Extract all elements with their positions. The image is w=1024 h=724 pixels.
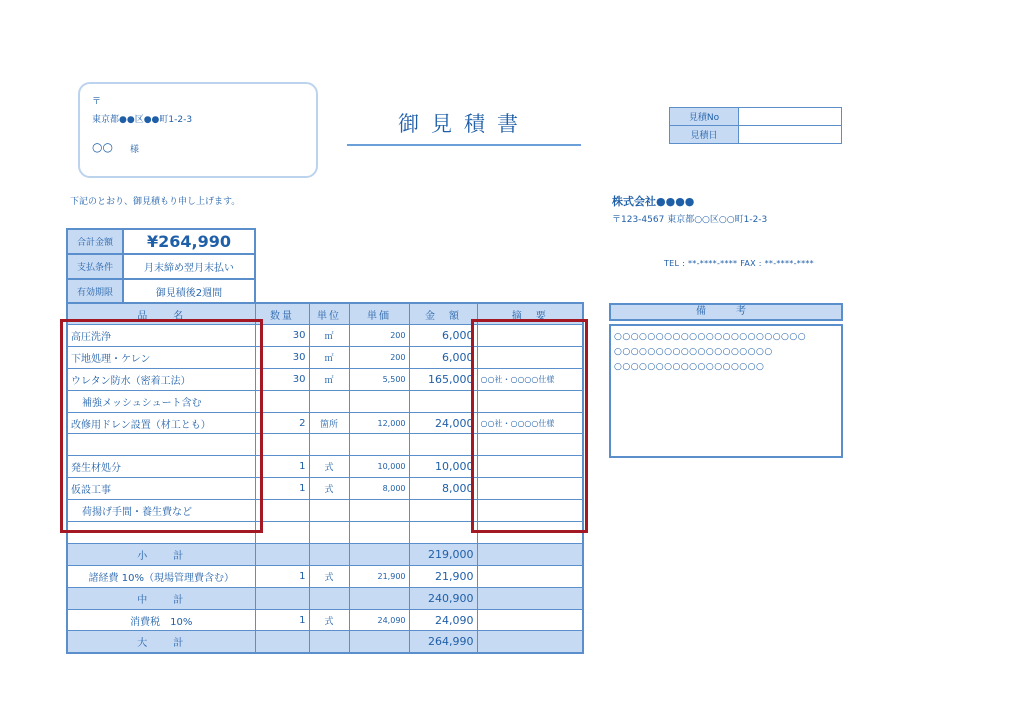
item-qty xyxy=(255,434,309,456)
item-qty xyxy=(255,522,309,544)
grandtotal-qty xyxy=(255,631,309,653)
item-unit: ㎡ xyxy=(309,325,349,347)
item-qty: 30 xyxy=(255,325,309,347)
midtotal-note xyxy=(477,587,583,609)
item-qty: 1 xyxy=(255,478,309,500)
item-note: ○○社・○○○○仕様 xyxy=(477,412,583,434)
subtotal-qty xyxy=(255,543,309,565)
summary-table xyxy=(66,228,256,305)
remarks-line: ○○○○○○○○○○○○○○○○○○○ xyxy=(614,347,773,357)
item-amount xyxy=(409,390,477,412)
item-name: ウレタン防水（密着工法） xyxy=(67,368,255,390)
item-price: 200 xyxy=(349,346,409,368)
overhead-qty: 1 xyxy=(255,565,309,587)
item-price: 200 xyxy=(349,325,409,347)
item-name: 補強メッシュシュート含む xyxy=(67,390,255,412)
intro-text: 下記のとおり、御見積もり申し上げます。 xyxy=(70,197,241,207)
subtotal-amount: 219,000 xyxy=(409,543,477,565)
subtotal-note xyxy=(477,543,583,565)
header-quantity: 数量 xyxy=(255,303,309,325)
item-qty: 2 xyxy=(255,412,309,434)
recipient-box xyxy=(78,82,318,178)
payment-terms-label: 支払条件 xyxy=(67,254,123,279)
item-amount xyxy=(409,434,477,456)
item-price xyxy=(349,434,409,456)
header-summary: 摘 要 xyxy=(477,303,583,325)
tax-row xyxy=(67,609,583,631)
item-unit xyxy=(309,434,349,456)
midtotal-label: 中 計 xyxy=(67,587,255,609)
item-unit: 式 xyxy=(309,478,349,500)
item-amount: 6,000 xyxy=(409,346,477,368)
item-amount xyxy=(409,522,477,544)
header-unit-price: 単価 xyxy=(349,303,409,325)
validity-value: 御見積後2週間 xyxy=(123,279,255,304)
estimate-date-value xyxy=(739,126,842,144)
item-unit: 式 xyxy=(309,456,349,478)
item-qty: 30 xyxy=(255,346,309,368)
item-price: 12,000 xyxy=(349,412,409,434)
estimate-date-label: 見積日 xyxy=(670,126,739,144)
item-unit xyxy=(309,500,349,522)
tax-amount: 24,090 xyxy=(409,609,477,631)
item-name: 荷揚げ手間・養生費など xyxy=(67,500,255,522)
overhead-label: 諸経費 10%（現場管理費含む） xyxy=(67,565,255,587)
payment-terms-value: 月末締め翌月末払い xyxy=(123,254,255,279)
grandtotal-row xyxy=(67,631,583,653)
recipient-honorific: 様 xyxy=(130,145,140,155)
header-item-name: 品 名 xyxy=(67,303,255,325)
midtotal-amount: 240,900 xyxy=(409,587,477,609)
item-price xyxy=(349,522,409,544)
grandtotal-unit xyxy=(309,631,349,653)
item-unit: ㎡ xyxy=(309,346,349,368)
recipient-address: 東京都●●区●●町1-2-3 xyxy=(92,115,193,125)
item-price xyxy=(349,390,409,412)
subtotal-label: 小 計 xyxy=(67,543,255,565)
header-unit: 単位 xyxy=(309,303,349,325)
remarks-line: ○○○○○○○○○○○○○○○○○○○○○○○ xyxy=(614,332,807,342)
total-value: ¥264,990 xyxy=(123,229,255,254)
grandtotal-note xyxy=(477,631,583,653)
item-price: 8,000 xyxy=(349,478,409,500)
estimate-no-value xyxy=(739,108,842,126)
item-price: 10,000 xyxy=(349,456,409,478)
highlight-box-item-names xyxy=(60,319,263,533)
remarks-line: ○○○○○○○○○○○○○○○○○○ xyxy=(614,362,765,372)
grandtotal-label: 大 計 xyxy=(67,631,255,653)
item-qty: 1 xyxy=(255,456,309,478)
item-amount xyxy=(409,500,477,522)
item-unit xyxy=(309,390,349,412)
midtotal-qty xyxy=(255,587,309,609)
total-label: 合計金額 xyxy=(67,229,123,254)
item-price: 5,500 xyxy=(349,368,409,390)
item-name: 発生材処分 xyxy=(67,456,255,478)
item-amount: 6,000 xyxy=(409,325,477,347)
subtotal-unit xyxy=(309,543,349,565)
item-amount: 24,000 xyxy=(409,412,477,434)
overhead-amount: 21,900 xyxy=(409,565,477,587)
tax-unit: 式 xyxy=(309,609,349,631)
recipient-name: ○○ xyxy=(92,140,113,154)
midtotal-unit xyxy=(309,587,349,609)
estimate-meta-table xyxy=(669,107,842,144)
estimate-no-label: 見積No xyxy=(670,108,739,126)
document-title: 御見積書 xyxy=(347,108,581,146)
item-qty: 30 xyxy=(255,368,309,390)
overhead-unit: 式 xyxy=(309,565,349,587)
tax-label: 消費税 10% xyxy=(67,609,255,631)
remarks-heading: 備 考 xyxy=(609,303,843,321)
item-unit: ㎡ xyxy=(309,368,349,390)
item-unit xyxy=(309,522,349,544)
company-tel-fax: TEL : **-****-**** FAX : **-****-**** xyxy=(664,259,814,268)
highlight-box-summary-column xyxy=(471,319,588,533)
midtotal-row xyxy=(67,587,583,609)
overhead-row xyxy=(67,565,583,587)
remarks-box xyxy=(609,324,843,458)
item-price xyxy=(349,500,409,522)
subtotal-price xyxy=(349,543,409,565)
item-name: 下地処理・ケレン xyxy=(67,346,255,368)
item-name: 改修用ドレン設置（材工とも） xyxy=(67,412,255,434)
item-name: 高圧洗浄 xyxy=(67,325,255,347)
grandtotal-price xyxy=(349,631,409,653)
postal-mark: 〒 xyxy=(92,97,102,107)
item-unit: 箇所 xyxy=(309,412,349,434)
overhead-note xyxy=(477,565,583,587)
item-note: ○○社・○○○○仕様 xyxy=(477,368,583,390)
validity-label: 有効期限 xyxy=(67,279,123,304)
item-amount: 8,000 xyxy=(409,478,477,500)
header-amount: 金 額 xyxy=(409,303,477,325)
tax-price: 24,090 xyxy=(349,609,409,631)
company-name: 株式会社●●●● xyxy=(612,195,695,208)
midtotal-price xyxy=(349,587,409,609)
item-amount: 165,000 xyxy=(409,368,477,390)
company-address: 〒123-4567 東京都○○区○○町1-2-3 xyxy=(612,215,768,225)
subtotal-row xyxy=(67,543,583,565)
tax-qty: 1 xyxy=(255,609,309,631)
item-amount: 10,000 xyxy=(409,456,477,478)
tax-note xyxy=(477,609,583,631)
item-qty xyxy=(255,390,309,412)
item-name: 仮設工事 xyxy=(67,478,255,500)
item-qty xyxy=(255,500,309,522)
grandtotal-amount: 264,990 xyxy=(409,631,477,653)
overhead-price: 21,900 xyxy=(349,565,409,587)
